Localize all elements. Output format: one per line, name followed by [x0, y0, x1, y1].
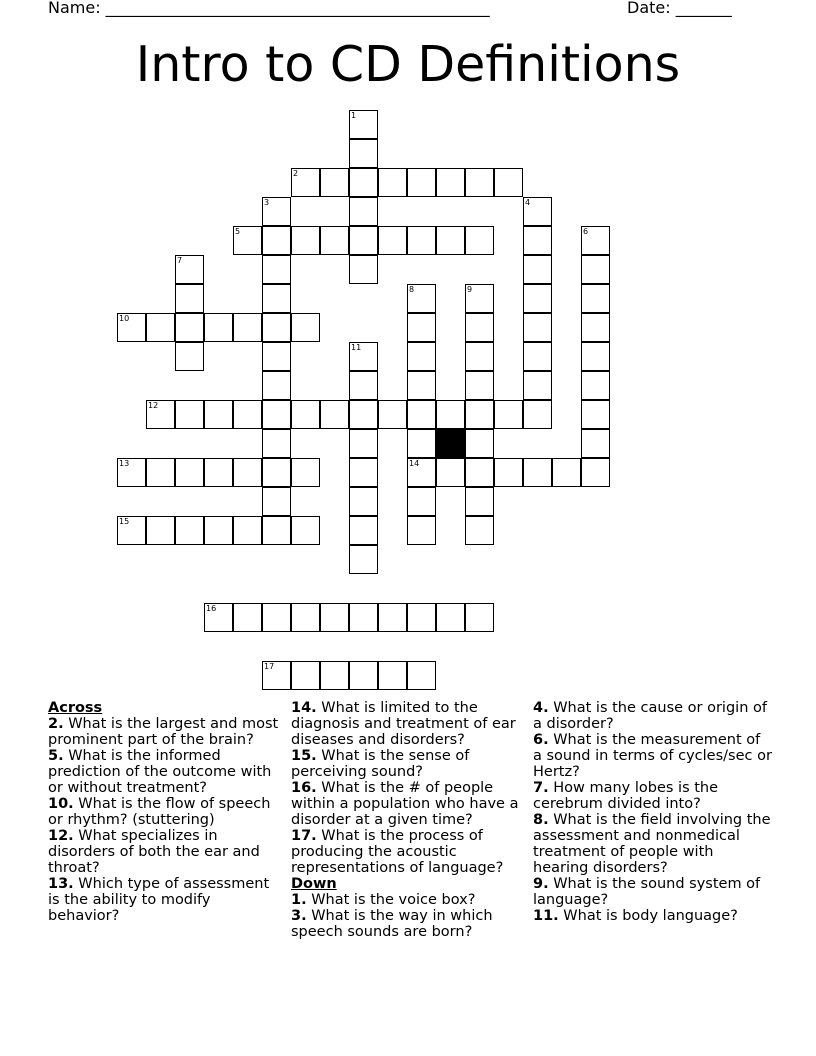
- grid-cell[interactable]: [378, 400, 407, 429]
- grid-cell[interactable]: [407, 487, 436, 516]
- grid-cell[interactable]: [175, 313, 204, 342]
- clue-text: What is the way in which speech sounds are born?: [291, 908, 493, 940]
- grid-cell[interactable]: [407, 516, 436, 545]
- grid-cell[interactable]: [233, 516, 262, 545]
- grid-cell[interactable]: [523, 197, 552, 226]
- grid-cell[interactable]: [407, 371, 436, 400]
- clue-column-1: [48, 700, 280, 924]
- clue-across-17: [291, 828, 525, 876]
- grid-cell[interactable]: [175, 284, 204, 313]
- grid-cell[interactable]: [175, 458, 204, 487]
- clue-number-label: 17: [264, 662, 275, 671]
- clue-text: How many lobes is the cerebrum divided into?: [533, 780, 719, 812]
- grid-cell[interactable]: [407, 429, 436, 458]
- grid-cell[interactable]: [349, 545, 378, 574]
- grid-cell[interactable]: [262, 313, 291, 342]
- clue-number-label: 1: [351, 111, 357, 120]
- grid-cell[interactable]: [262, 226, 291, 255]
- grid-cell[interactable]: [494, 400, 523, 429]
- grid-cell[interactable]: [349, 487, 378, 516]
- clue-number-label: 12: [148, 401, 159, 410]
- clue-number: 15.: [291, 748, 317, 764]
- grid-cell[interactable]: [349, 110, 378, 139]
- grid-cell[interactable]: [465, 168, 494, 197]
- grid-cell[interactable]: [378, 603, 407, 632]
- grid-cell[interactable]: [320, 661, 349, 690]
- grid-cell[interactable]: [349, 255, 378, 284]
- grid-cell[interactable]: [349, 429, 378, 458]
- grid-cell[interactable]: [320, 168, 349, 197]
- grid-cell[interactable]: [407, 226, 436, 255]
- grid-cell[interactable]: [204, 603, 233, 632]
- grid-cell[interactable]: [407, 603, 436, 632]
- grid-cell[interactable]: [407, 342, 436, 371]
- clue-down-9: [533, 876, 773, 908]
- grid-cell[interactable]: [465, 371, 494, 400]
- grid-cell[interactable]: [465, 458, 494, 487]
- grid-cell[interactable]: [117, 516, 146, 545]
- grid-cell[interactable]: [262, 197, 291, 226]
- clue-text: What specializes in disorders of both the ear and throat?: [48, 828, 260, 876]
- grid-cell[interactable]: [581, 255, 610, 284]
- grid-cell[interactable]: [523, 226, 552, 255]
- clue-number: 1.: [291, 892, 307, 908]
- clue-number: 2.: [48, 716, 64, 732]
- clue-text: What is the flow of speech or rhythm? (stuttering): [48, 796, 271, 828]
- clue-across-16: [291, 780, 525, 828]
- grid-cell[interactable]: [523, 313, 552, 342]
- grid-cell[interactable]: [494, 168, 523, 197]
- grid-cell[interactable]: [523, 342, 552, 371]
- clue-text: Which type of assessment is the ability to modify behavior?: [48, 876, 270, 924]
- clue-number-label: 7: [177, 256, 183, 265]
- grid-cell[interactable]: [436, 226, 465, 255]
- grid-cell[interactable]: [465, 400, 494, 429]
- grid-cell[interactable]: [552, 458, 581, 487]
- clue-text: What is body language?: [558, 908, 738, 924]
- clue-number: 14.: [291, 700, 317, 716]
- grid-cell[interactable]: [146, 458, 175, 487]
- grid-cell[interactable]: [523, 284, 552, 313]
- across-heading: Across: [48, 700, 103, 716]
- clue-down-3: [291, 908, 525, 940]
- grid-cell[interactable]: [204, 313, 233, 342]
- grid-cell[interactable]: [378, 661, 407, 690]
- clue-number-label: 14: [409, 459, 420, 468]
- grid-cell[interactable]: [465, 284, 494, 313]
- clue-text: What is the measurement of a sound in terms of cycles/sec or Hertz?: [533, 732, 772, 780]
- grid-cell[interactable]: [262, 284, 291, 313]
- grid-cell[interactable]: [436, 458, 465, 487]
- clue-text: What is the largest and most prominent part of the brain?: [48, 716, 279, 748]
- clue-text: What is the voice box?: [306, 892, 476, 908]
- grid-cell[interactable]: [407, 168, 436, 197]
- clue-text: What is the cause or origin of a disorder?: [533, 700, 767, 732]
- grid-cell[interactable]: [465, 342, 494, 371]
- grid-cell[interactable]: [291, 168, 320, 197]
- grid-cell[interactable]: [407, 661, 436, 690]
- grid-cell[interactable]: [262, 371, 291, 400]
- grid-cell[interactable]: [349, 603, 378, 632]
- clue-number-label: 16: [206, 604, 217, 613]
- black-square: [436, 429, 465, 458]
- clue-text: What is the informed prediction of the outcome with or without treatment?: [48, 748, 272, 796]
- grid-cell[interactable]: [291, 603, 320, 632]
- grid-cell[interactable]: [465, 516, 494, 545]
- clue-number: 5.: [48, 748, 64, 764]
- clue-across-2: [48, 716, 280, 748]
- grid-cell[interactable]: [407, 400, 436, 429]
- clue-down-7: [533, 780, 773, 812]
- grid-cell[interactable]: [581, 371, 610, 400]
- grid-cell[interactable]: [204, 400, 233, 429]
- grid-cell[interactable]: [233, 226, 262, 255]
- clue-text: What is the # of people within a population who have a disorder at a given time?: [291, 780, 519, 828]
- clue-down-1: [291, 892, 525, 908]
- grid-cell[interactable]: [349, 139, 378, 168]
- date-field-label: Date: _______: [627, 0, 732, 17]
- clue-down-11: [533, 908, 773, 924]
- grid-cell[interactable]: [349, 400, 378, 429]
- clue-number: 10.: [48, 796, 74, 812]
- grid-cell[interactable]: [175, 516, 204, 545]
- clue-text: What is the field involving the assessment and nonmedical treatment of people with hearing disorders?: [533, 812, 771, 876]
- grid-cell[interactable]: [117, 458, 146, 487]
- grid-cell[interactable]: [523, 371, 552, 400]
- clue-down-4: [533, 700, 773, 732]
- grid-cell[interactable]: [465, 313, 494, 342]
- grid-cell[interactable]: [465, 487, 494, 516]
- page-title: Intro to CD Definitions: [135, 36, 681, 93]
- grid-cell[interactable]: [436, 603, 465, 632]
- clue-across-10: [48, 796, 280, 828]
- grid-cell[interactable]: [349, 226, 378, 255]
- grid-cell[interactable]: [291, 661, 320, 690]
- clue-number: 8.: [533, 812, 549, 828]
- clue-across-15: [291, 748, 525, 780]
- clue-text: What is the sound system of language?: [533, 876, 761, 908]
- grid-cell[interactable]: [436, 400, 465, 429]
- grid-cell[interactable]: [262, 255, 291, 284]
- grid-cell[interactable]: [262, 458, 291, 487]
- clue-number-label: 11: [351, 343, 362, 352]
- clue-number-label: 6: [583, 227, 589, 236]
- clue-number: 3.: [291, 908, 307, 924]
- clue-number: 16.: [291, 780, 317, 796]
- grid-cell[interactable]: [407, 284, 436, 313]
- clue-column-3: [533, 700, 773, 924]
- grid-cell[interactable]: [581, 342, 610, 371]
- clue-number-label: 3: [264, 198, 270, 207]
- grid-cell[interactable]: [262, 400, 291, 429]
- clue-text: What is limited to the diagnosis and treatment of ear diseases and disorders?: [291, 700, 516, 748]
- grid-cell[interactable]: [407, 313, 436, 342]
- clue-down-8: [533, 812, 773, 876]
- grid-cell[interactable]: [523, 400, 552, 429]
- grid-cell[interactable]: [233, 313, 262, 342]
- grid-cell[interactable]: [581, 226, 610, 255]
- clue-number-label: 9: [467, 285, 473, 294]
- grid-cell[interactable]: [320, 226, 349, 255]
- clue-number-label: 4: [525, 198, 531, 207]
- clue-number: 13.: [48, 876, 74, 892]
- name-field-label: Name: ________________________________________________: [48, 0, 490, 17]
- grid-cell[interactable]: [436, 168, 465, 197]
- grid-cell[interactable]: [233, 603, 262, 632]
- grid-cell[interactable]: [581, 284, 610, 313]
- clue-number-label: 15: [119, 517, 130, 526]
- grid-cell[interactable]: [262, 487, 291, 516]
- grid-cell[interactable]: [291, 516, 320, 545]
- grid-cell[interactable]: [233, 400, 262, 429]
- grid-cell[interactable]: [262, 661, 291, 690]
- grid-cell[interactable]: [262, 429, 291, 458]
- grid-cell[interactable]: [378, 168, 407, 197]
- grid-cell[interactable]: [233, 458, 262, 487]
- grid-cell[interactable]: [262, 603, 291, 632]
- grid-cell[interactable]: [465, 226, 494, 255]
- clue-column-2: [291, 700, 525, 940]
- grid-cell[interactable]: [117, 313, 146, 342]
- grid-cell[interactable]: [291, 313, 320, 342]
- grid-cell[interactable]: [262, 516, 291, 545]
- grid-cell[interactable]: [146, 516, 175, 545]
- clue-number-label: 5: [235, 227, 241, 236]
- grid-cell[interactable]: [523, 255, 552, 284]
- grid-cell[interactable]: [581, 458, 610, 487]
- clue-text: What is the process of producing the acoustic representations of language?: [291, 828, 504, 876]
- clue-number: 6.: [533, 732, 549, 748]
- grid-cell[interactable]: [146, 313, 175, 342]
- clue-number: 17.: [291, 828, 317, 844]
- grid-cell[interactable]: [204, 516, 233, 545]
- grid-cell[interactable]: [349, 661, 378, 690]
- clue-number-label: 8: [409, 285, 415, 294]
- grid-cell[interactable]: [349, 197, 378, 226]
- clue-number-label: 2: [293, 169, 299, 178]
- clue-number: 12.: [48, 828, 74, 844]
- grid-cell[interactable]: [349, 168, 378, 197]
- clue-number: 4.: [533, 700, 549, 716]
- grid-cell[interactable]: [175, 400, 204, 429]
- grid-cell[interactable]: [175, 255, 204, 284]
- grid-cell[interactable]: [291, 400, 320, 429]
- grid-cell[interactable]: [523, 458, 552, 487]
- clue-across-14: [291, 700, 525, 748]
- grid-cell[interactable]: [349, 342, 378, 371]
- grid-cell[interactable]: [349, 458, 378, 487]
- grid-cell[interactable]: [494, 458, 523, 487]
- clue-number: 7.: [533, 780, 549, 796]
- clue-text: What is the sense of perceiving sound?: [291, 748, 470, 780]
- grid-cell[interactable]: [581, 429, 610, 458]
- clue-number-label: 13: [119, 459, 130, 468]
- grid-cell[interactable]: [320, 603, 349, 632]
- grid-cell[interactable]: [204, 458, 233, 487]
- grid-cell[interactable]: [581, 400, 610, 429]
- clue-number-label: 10: [119, 314, 130, 323]
- grid-cell[interactable]: [349, 516, 378, 545]
- clue-number: 11.: [533, 908, 559, 924]
- down-heading: Down: [291, 876, 337, 892]
- grid-cell[interactable]: [349, 371, 378, 400]
- grid-cell[interactable]: [146, 400, 175, 429]
- grid-cell[interactable]: [320, 400, 349, 429]
- grid-cell[interactable]: [262, 342, 291, 371]
- grid-cell[interactable]: [291, 458, 320, 487]
- clue-across-13: [48, 876, 280, 924]
- grid-cell[interactable]: [407, 458, 436, 487]
- clue-across-5: [48, 748, 280, 796]
- grid-cell[interactable]: [581, 313, 610, 342]
- grid-cell[interactable]: [175, 342, 204, 371]
- grid-cell[interactable]: [465, 429, 494, 458]
- clue-across-12: [48, 828, 280, 876]
- grid-cell[interactable]: [378, 226, 407, 255]
- grid-cell[interactable]: [465, 603, 494, 632]
- clue-down-6: [533, 732, 773, 780]
- clue-number: 9.: [533, 876, 549, 892]
- grid-cell[interactable]: [291, 226, 320, 255]
